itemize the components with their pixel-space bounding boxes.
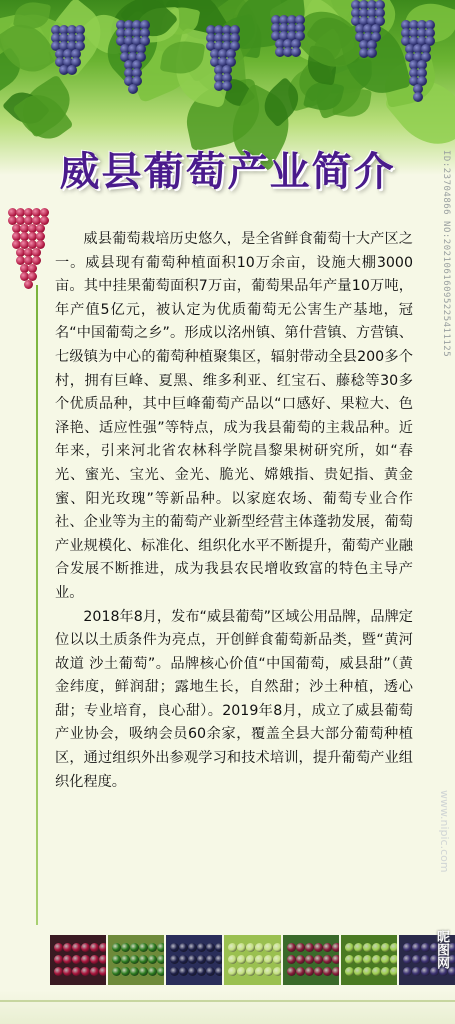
grape-berry (157, 967, 164, 976)
grape-berry (412, 943, 421, 952)
grape-berry (24, 280, 33, 289)
grape-berry (222, 81, 232, 91)
grape-berry (139, 955, 148, 964)
grape-berry (90, 955, 99, 964)
grape-photo-strip (50, 935, 455, 985)
footer-divider (0, 1000, 455, 1002)
grape-photo (108, 935, 164, 985)
grape-berry (412, 955, 421, 964)
grape-berry (148, 967, 157, 976)
grape-berry (403, 955, 412, 964)
grape-berry (421, 955, 430, 964)
grape-berry (112, 967, 121, 976)
grape-berry (179, 943, 188, 952)
grape-berry (99, 955, 106, 964)
grape-berry (170, 943, 179, 952)
grape-berry (228, 955, 237, 964)
grape-berry (228, 967, 237, 976)
grape-photo (283, 935, 339, 985)
grape-berry (121, 967, 130, 976)
grape-berry (63, 943, 72, 952)
grape-berry (264, 955, 273, 964)
watermark-id: ID:23704866 NO:20210616095225411125 (441, 150, 451, 358)
intro-body (55, 228, 413, 794)
grape-berry (170, 955, 179, 964)
grape-berry (273, 955, 280, 964)
grape-berry (81, 955, 90, 964)
red-grape-icon (8, 200, 58, 290)
grape-berry (421, 943, 430, 952)
grape-berry (323, 955, 332, 964)
grape-berry (157, 955, 164, 964)
grape-berry (130, 943, 139, 952)
grape-berry (72, 943, 81, 952)
grape-berry (237, 955, 246, 964)
grape-berry (63, 967, 72, 976)
grape-berry (323, 943, 332, 952)
grape-berry (345, 955, 354, 964)
grape-berry (237, 943, 246, 952)
page-title: 威县葡萄产业简介 (59, 149, 396, 195)
grape-berry (112, 943, 121, 952)
footer-band (0, 990, 455, 1024)
grape-berry (255, 967, 264, 976)
paragraph-1: 威县葡萄栽培历史悠久，是全省鲜食葡萄十大产区之一。威县现有葡萄种植面积10万余亩，设施大棚3000亩。其中挂果葡萄面积7万亩，葡萄果品年产量10万吨，年产值5亿元，被认定为优质葡萄无公害生产基地，冠名“中国葡萄之乡”。形成以洺州镇、第什营镇、方营镇、七级镇为中心的葡萄种植聚集区，辐射带动全县200多个村，拥有巨峰、夏黑、维多利亚、红宝石、藤稔等30多个优质品种，其中巨峰葡萄产品以“口感好、果粒大、色泽艳、适应性强”等特点，成为我县葡萄的主栽品种。近年来，引来河北省农林科学院昌黎果树研究所，如“春光、蜜光、宝光、金光、脆光、嫦娥指、贵妃指、黄金蜜、阳光玫瑰”等新品种。以家庭农场、葡萄专业合作社、企业等为主的葡萄产业新型经营主体蓬勃发展，葡萄产业规模化、标准化、组织化水平不断提升，葡萄产业融合发展不断推进，成为我县农民增收致富的特色主导产业。 (55, 231, 413, 601)
grape-berry (354, 943, 363, 952)
grape-berry (296, 955, 305, 964)
grape-berry (413, 92, 423, 102)
grape-berry (314, 955, 323, 964)
paragraph-2: 2018年8月，发布“威县葡萄”区域公用品牌，品牌定位以以土质条件为亮点，开创鲜食葡萄新品类，暨“黄河故道 沙土葡萄”。品牌核心价值“中国葡萄，威县甜”（黄金纬度，鲜润甜；露地生长，自然甜；沙土种植，透心甜；专业培育，良心甜）。2019年8月，成立了威县葡萄产业协会，吸纳会员60余家，覆盖全县大部分葡萄种植区，通过组织外出参观学习和技术培训，提升葡萄产业组织化程度。 (55, 608, 413, 790)
grape-berry (99, 943, 106, 952)
grape-berry (90, 967, 99, 976)
grape-berry (139, 967, 148, 976)
grape-berry (130, 955, 139, 964)
grape-berry (354, 967, 363, 976)
grape-berry (264, 943, 273, 952)
grape-berry (296, 967, 305, 976)
grape-berry (332, 967, 339, 976)
watermark-url: www.nipic.com (438, 790, 451, 873)
grape-berry (246, 943, 255, 952)
grape-berry (421, 967, 430, 976)
grape-berry (372, 967, 381, 976)
grape-berry (287, 967, 296, 976)
grape-berry (246, 955, 255, 964)
grape-berry (81, 967, 90, 976)
grape-berry (403, 943, 412, 952)
grape-berry (81, 943, 90, 952)
grape-berry (72, 967, 81, 976)
grape-berry (296, 943, 305, 952)
grape-berry (367, 48, 377, 58)
grape-berry (372, 955, 381, 964)
grape-berry (264, 967, 273, 976)
grape-berry (332, 955, 339, 964)
grape-berry (128, 84, 138, 94)
grape-berry (390, 967, 397, 976)
grape-berry (363, 943, 372, 952)
grape-photo (166, 935, 222, 985)
grape-berry (188, 967, 197, 976)
grape-berry (170, 967, 179, 976)
grape-berry (197, 967, 206, 976)
grape-berry (72, 955, 81, 964)
grape-berry (381, 967, 390, 976)
grape-berry (228, 943, 237, 952)
grape-berry (148, 955, 157, 964)
grape-berry (157, 943, 164, 952)
grape-berry (215, 955, 222, 964)
grape-berry (345, 967, 354, 976)
grape-berry (121, 943, 130, 952)
grape-berry (112, 955, 121, 964)
grape-berry (54, 943, 63, 952)
grape-berry (148, 943, 157, 952)
grape-berry (305, 955, 314, 964)
grape-berry (305, 943, 314, 952)
grape-berry (255, 943, 264, 952)
grape-berry (130, 967, 139, 976)
grape-berry (99, 967, 106, 976)
grape-berry (90, 943, 99, 952)
grape-photo (224, 935, 280, 985)
grape-berry (372, 943, 381, 952)
grape-berry (390, 955, 397, 964)
grape-berry (273, 967, 280, 976)
grape-berry (403, 967, 412, 976)
grape-berry (237, 967, 246, 976)
grape-berry (255, 955, 264, 964)
grape-berry (287, 955, 296, 964)
grape-berry (314, 943, 323, 952)
grape-berry (179, 955, 188, 964)
grape-berry (323, 967, 332, 976)
vine-divider (36, 285, 38, 925)
grape-berry (188, 955, 197, 964)
grape-berry (206, 943, 215, 952)
grape-berry (206, 967, 215, 976)
grape-berry (139, 943, 148, 952)
grape-berry (305, 967, 314, 976)
grape-berry (354, 955, 363, 964)
grape-berry (54, 967, 63, 976)
grape-berry (179, 967, 188, 976)
watermark-logo: 昵图网 (434, 930, 449, 969)
grape-berry (197, 943, 206, 952)
grape-berry (314, 967, 323, 976)
grape-photo (50, 935, 106, 985)
grape-photo (341, 935, 397, 985)
grape-berry (206, 955, 215, 964)
grape-berry (381, 943, 390, 952)
grape-berry (273, 943, 280, 952)
grape-berry (246, 967, 255, 976)
grape-berry (412, 967, 421, 976)
grape-berry (63, 955, 72, 964)
grape-berry (121, 955, 130, 964)
grape-berry (291, 47, 301, 57)
grape-berry (363, 967, 372, 976)
grape-berry (67, 65, 77, 75)
grape-berry (215, 967, 222, 976)
grape-berry (363, 955, 372, 964)
grape-berry (197, 955, 206, 964)
grape-berry (215, 943, 222, 952)
grape-berry (345, 943, 354, 952)
grape-berry (381, 955, 390, 964)
grape-berry (54, 955, 63, 964)
grape-berry (287, 943, 296, 952)
grape-berry (390, 943, 397, 952)
grape-berry (188, 943, 197, 952)
grape-berry (332, 943, 339, 952)
